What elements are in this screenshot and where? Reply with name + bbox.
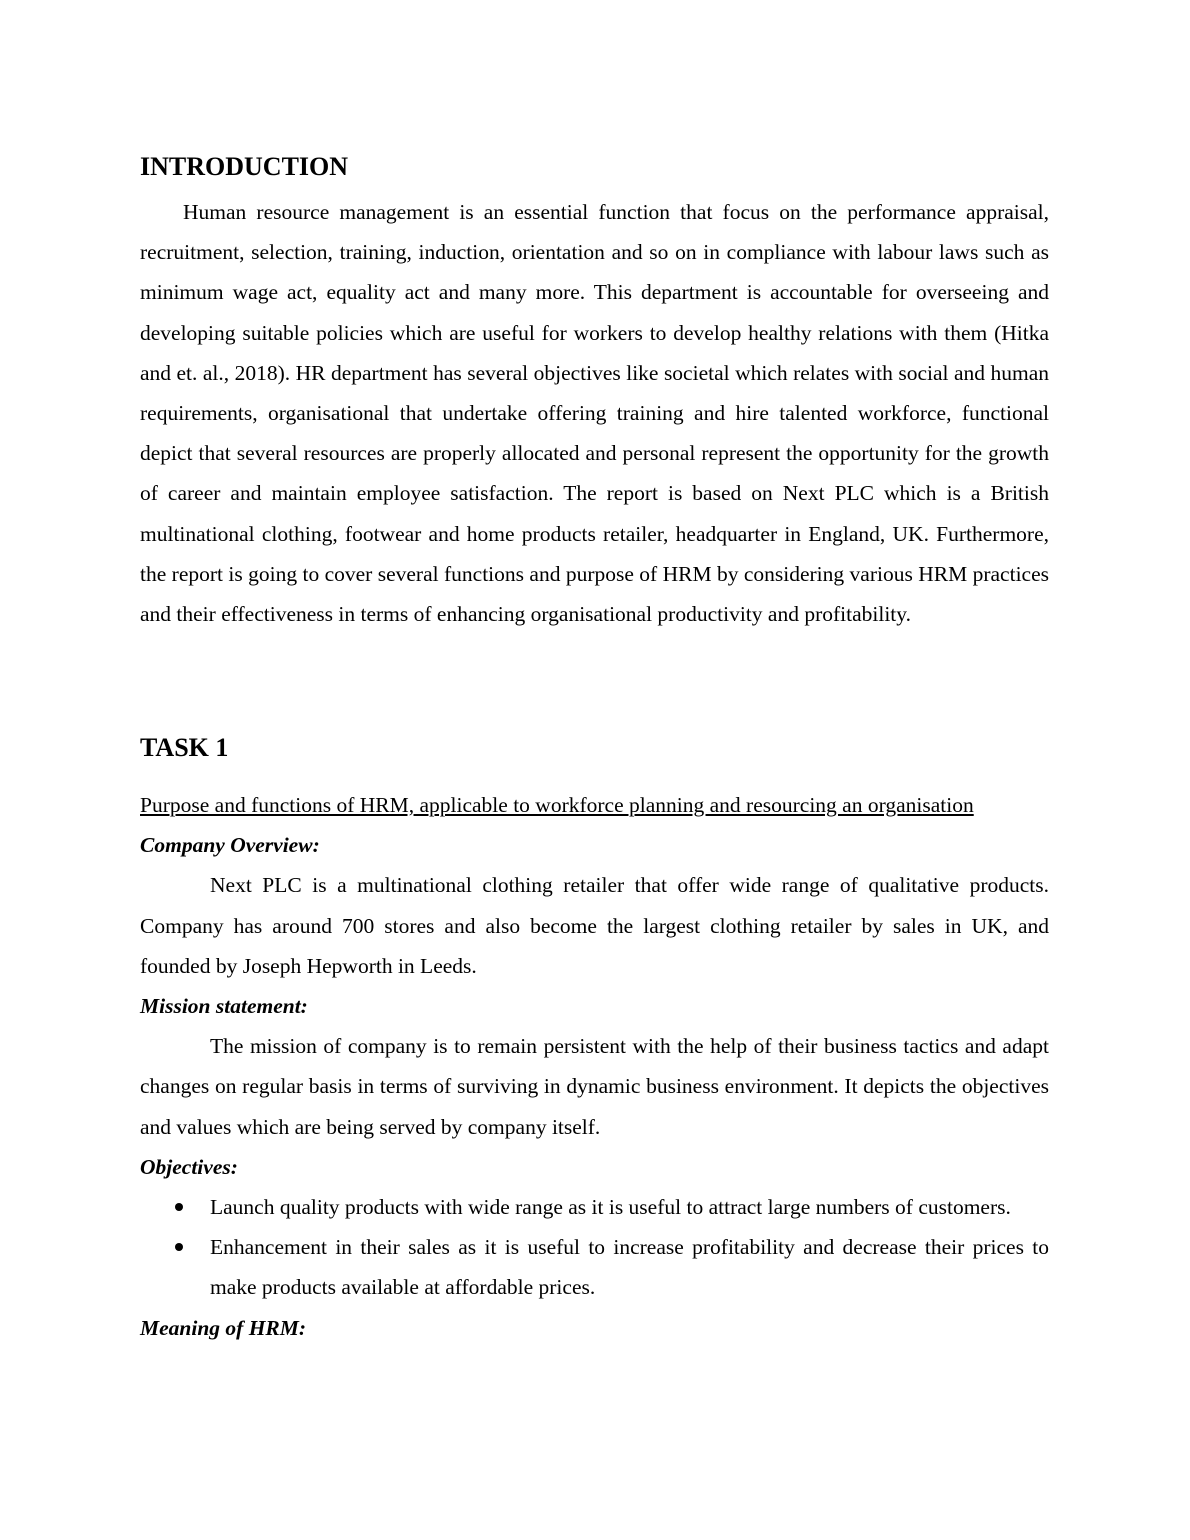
list-item (140, 1187, 1049, 1227)
mission-text: The mission of company is to remain persistent with the help of their business tactics and adapt changes on regular basis in terms of surviving in dynamic business environment. It depicts the objectives and values which are being served by company itself. (140, 1034, 1049, 1139)
task1-section (140, 785, 1049, 1348)
objective-text: Enhancement in their sales as it is useful to increase profitability and decrease their prices to make products available at affordable prices. (210, 1235, 1049, 1300)
objectives-heading: Objectives: (140, 1154, 238, 1179)
task1-heading: TASK 1 (140, 733, 229, 762)
meaning-of-hrm-heading: Meaning of HRM: (140, 1315, 307, 1340)
list-item (140, 1227, 1049, 1307)
company-overview-heading: Company Overview: (140, 833, 320, 858)
bullet-icon (175, 1243, 183, 1251)
bullet-icon (175, 1203, 183, 1211)
introduction-paragraph: Human resource management is an essential function that focus on the performance appraisal, recruitment, selection, training, induction, orientation and so on in compliance with labour laws such as minimum wage act, equality act and many more. This department is accountable for overseeing and developing suitable policies which are useful for workers to develop healthy relations with them (Hitka and et. al., 2018). HR department has several objectives like societal which relates with social and human requirements, organisational that undertake offering training and hire talented workforce, functional depict that several resources are properly allocated and personal represent the opportunity for the growth of career and maintain employee satisfaction. The report is based on Next PLC which is a British multinational clothing, footwear and home products retailer, headquarter in England, UK. Furthermore, the report is going to cover several functions and purpose of HRM by considering various HRM practices and their effectiveness in terms of enhancing organisational productivity and profitability. (140, 200, 1049, 627)
task1-subtitle: Purpose and functions of HRM, applicable to workforce planning and resourcing an organisation (140, 793, 974, 817)
objective-text: Launch quality products with wide range as it is useful to attract large numbers of customers. (210, 1195, 1011, 1220)
introduction-section (140, 192, 1049, 634)
mission-heading: Mission statement: (140, 994, 308, 1019)
company-overview-text: Next PLC is a multinational clothing retailer that offer wide range of qualitative products. Company has around 700 stores and also become the largest clothing retailer by sales in UK, and founded by Joseph Hepworth in Leeds. (140, 873, 1049, 978)
objectives-list (140, 1187, 1049, 1308)
introduction-heading: INTRODUCTION (140, 152, 349, 181)
